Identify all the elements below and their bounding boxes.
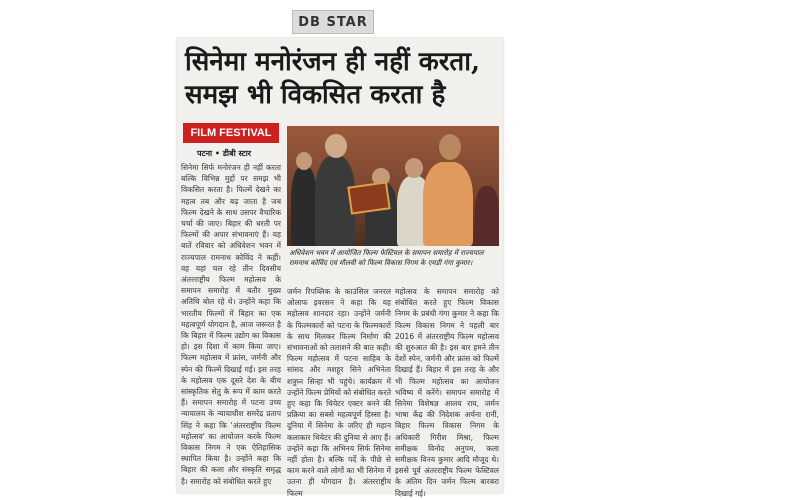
person-figure <box>423 162 473 246</box>
newspaper-clipping <box>177 38 503 498</box>
article-headline <box>185 46 497 112</box>
headline-line-1: सिनेमा मनोरंजन ही नहीं करता, <box>185 47 481 77</box>
article-column-2: जर्मन रिपब्लिक के काउंसिल जनरल ओलाफ इवरसन ने कहा कि यह महोत्सव शानदार रहा। उन्होंने जर्मनी के फिल्मकारों को पटना के फिल्मकारों के साथ मिलकर फिल्म निर्माण की संभावनाओं को तलाशने की बात कही। फिल्म महोत्सव में पटना साहिब के सांसद और मशहूर सिने अभिनेता शत्रुघ्न सिन्हा भी पहुंचे। कार्यक्रम में उन्होंने फिल्म प्रेमियों को संबोधित करते हुए कहा कि थियेटर एक्टर बनने की प्रक्रिया का सबसे महत्वपूर्ण हिस्सा है। दुनिया में सिनेमा के जरिए ही महान कलाकार थियेटर की दुनिया से आए हैं। उन्होंने कहा कि अभिनय सिर्फ सिनेमा नहीं होता है। बल्कि पर्दे के पीछे से काम करने वाले लोगों का भी सिनेमा में उतना ही योगदान है। अंतरराष्ट्रीय फिल्म <box>287 287 392 498</box>
person-head <box>439 134 461 160</box>
dateline: पटना • डीबी स्टार <box>197 149 252 158</box>
newspaper-masthead: DB STAR <box>292 10 374 34</box>
photo-caption: अधिवेशन भवन में आयोजित फिल्म फेस्टिवल के समापन समारोह में राज्यपाल रामनाथ कोविंद एवं मौलवी को फिल्म विकास निगम के एमडी गंगा कुमार। <box>289 249 484 267</box>
person-figure <box>475 186 499 246</box>
article-photo <box>287 126 499 246</box>
award-plaque <box>347 181 391 214</box>
article-column-1: सिनेमा सिर्फ मनोरंजन ही नहीं करता बल्कि विभिन्न मुद्दों पर समझ भी विकसित करता है। फिल्में देखने का महत्व तब और बढ़ जाता है जब फिल्म देखने के साथ उसपर वैचारिक चर्चा की जाए। बिहार की धरती पर फिल्मों की अपार संभावनाएं हैं। यह बातें रविवार को अधिवेशन भवन में राज्यपाल रामनाथ कोविंद ने कहीं। वह यहां चल रहे तीन दिवसीय अंतरराष्ट्रीय फिल्म महोत्सव के समापन समारोह में बतौर मुख्य अतिथि बोल रहे थे। उन्होंने कहा कि भारतीय फिल्मों में बिहार का एक महत्वपूर्ण योगदान है, आज जरूरत है कि बिहार में फिल्म उद्योग का विकास हो। इस दिशा में काम किया जाए। फिल्म महोत्सव में फ्रांस, जर्मनी और स्पेन की फिल्में दिखाई गईं। इस तरह के महोत्सव एक दूसरे देश के बीच सांस्कृतिक सेतु के रूप में काम करते हैं। समापन समारोह में पटना उच्च न्यायालय के न्यायाधीश समरेंद्र प्रताप सिंह ने कहा कि 'अंतरराष्ट्रीय फिल्म महोत्सव' का आयोजन करके फिल्म विकास निगम ने एक ऐतिहासिक स्थापित किया है। उन्होंने कहा कि बिहार की कला और संस्कृति समृद्ध है। समारोह को संबोधित करते हुए <box>181 163 281 486</box>
person-head <box>296 152 312 170</box>
article-column-3: महोत्सव के समापन समारोह को संबोधित करते हुए फिल्म विकास निगम के प्रबंधी गंगा कुमार ने कहा कि फिल्म विकास निगम ने पहली बार 2016 में अंतरराष्ट्रीय फिल्म महोत्सव की शुरुआत की है। इस बार हमने तीन देशों स्पेन, जर्मनी और फ्रांस को फिल्में दिखाई हैं। बिहार में इस तरह के और भी फिल्म महोत्सव का आयोजन भविष्य में करेंगे। समापन समारोह में सिनेमा विशेषज्ञ आलय राय, जर्मन भाषा केंद्र की निदेशक अर्चना रानी, बिहार फिल्म विकास निगम के अधिकारी गिरीश मिश्रा, फिल्म समीक्षक विनोद अनुपम, कला समीक्षक विनय कुमार आदि मौजूद थे। इससे पूर्व अंतरराष्ट्रीय फिल्म फेस्टिवल के अंतिम दिन जर्मन फिल्म बारबरा दिखाई गई। <box>395 287 499 498</box>
person-head <box>405 158 423 178</box>
person-figure <box>291 166 317 246</box>
person-head <box>325 134 347 158</box>
section-tag: FILM FESTIVAL <box>183 123 279 143</box>
headline-line-2: समझ भी विकसित करता है <box>185 80 446 110</box>
